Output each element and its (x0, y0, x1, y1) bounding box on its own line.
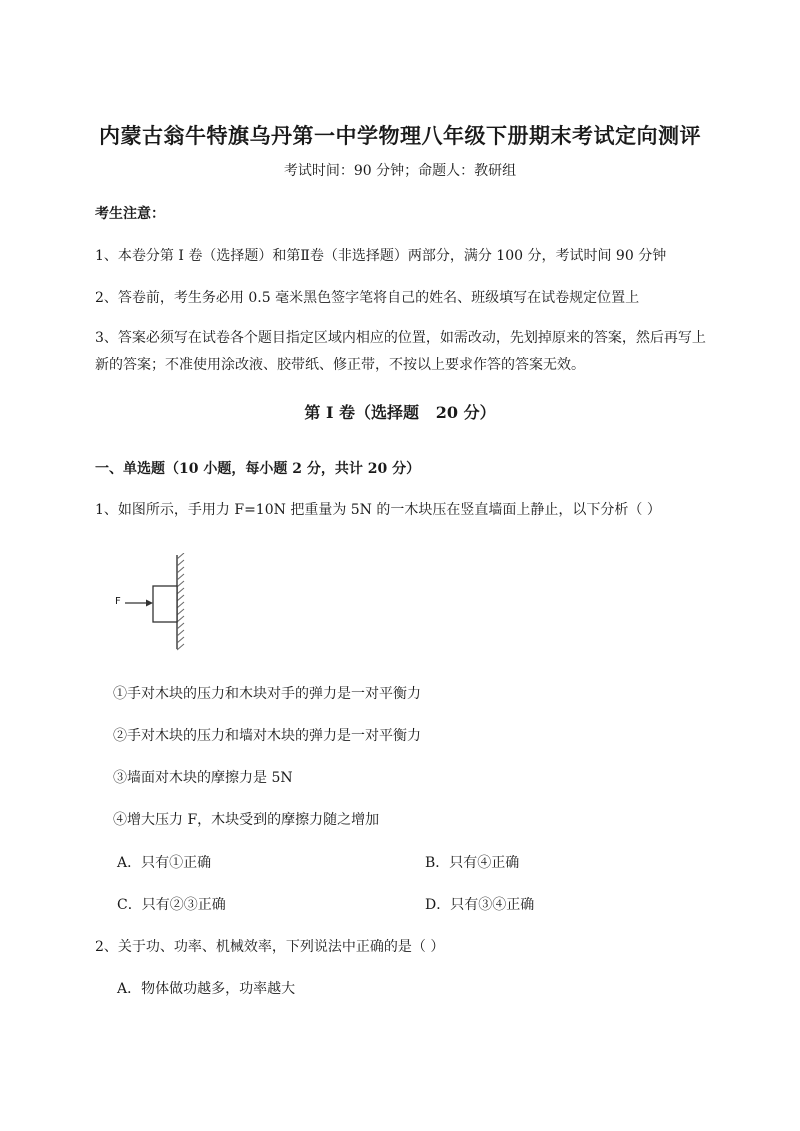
q1-option-a[interactable]: A．只有①正确 (117, 855, 212, 871)
question-1-figure (113, 553, 203, 653)
statement-1: ①手对木块的压力和木块对手的弹力是一对平衡力 (113, 686, 421, 702)
exam-subtitle: 考试时间：90 分钟；命题人：教研组 (283, 163, 517, 179)
statement-4: ④增大压力 F，木块受到的摩擦力随之增加 (113, 812, 380, 828)
question-2-stem: 2、关于功、功率、机械效率，下列说法中正确的是（ ） (95, 939, 445, 955)
section-title: 第 I 卷（选择题 20 分） (304, 403, 496, 422)
notice-item-3: 3、答案必须写在试卷各个题目指定区域内相应的位置，如需改动，先划掉原来的答案，然后再写上新的答案；不准使用涂改液、胶带纸、修正带，不按以上要求作答的答案无效。 (95, 330, 706, 373)
notice-heading: 考生注意： (95, 206, 165, 222)
wall-block-diagram (113, 553, 203, 653)
q1-option-d[interactable]: D．只有③④正确 (425, 897, 535, 913)
q2-option-a[interactable]: A．物体做功越多，功率越大 (117, 981, 296, 997)
question-1-stem: 1、如图所示，手用力 F=10N 把重量为 5N 的一木块压在竖直墙面上静止，以下分析（ ） (95, 502, 661, 518)
notice-item-2: 2、答卷前，考生务必用 0.5 毫米黑色签字笔将自己的姓名、班级填写在试卷规定位置上 (95, 290, 640, 306)
q1-option-b[interactable]: B．只有④正确 (425, 855, 520, 871)
statement-3: ③墙面对木块的摩擦力是 5N (113, 770, 293, 786)
exam-title: 内蒙古翁牛特旗乌丹第一中学物理八年级下册期末考试定向测评 (99, 123, 701, 148)
q1-option-c[interactable]: C．只有②③正确 (117, 897, 226, 913)
force-label: F (115, 596, 121, 607)
notice-item-1: 1、本卷分第 I 卷（选择题）和第Ⅱ卷（非选择题）两部分，满分 100 分，考试时间 90 分钟 (95, 248, 667, 264)
statement-2: ②手对木块的压力和墙对木块的弹力是一对平衡力 (113, 728, 421, 744)
part-heading: 一、单选题（10 小题，每小题 2 分，共计 20 分） (95, 461, 421, 477)
